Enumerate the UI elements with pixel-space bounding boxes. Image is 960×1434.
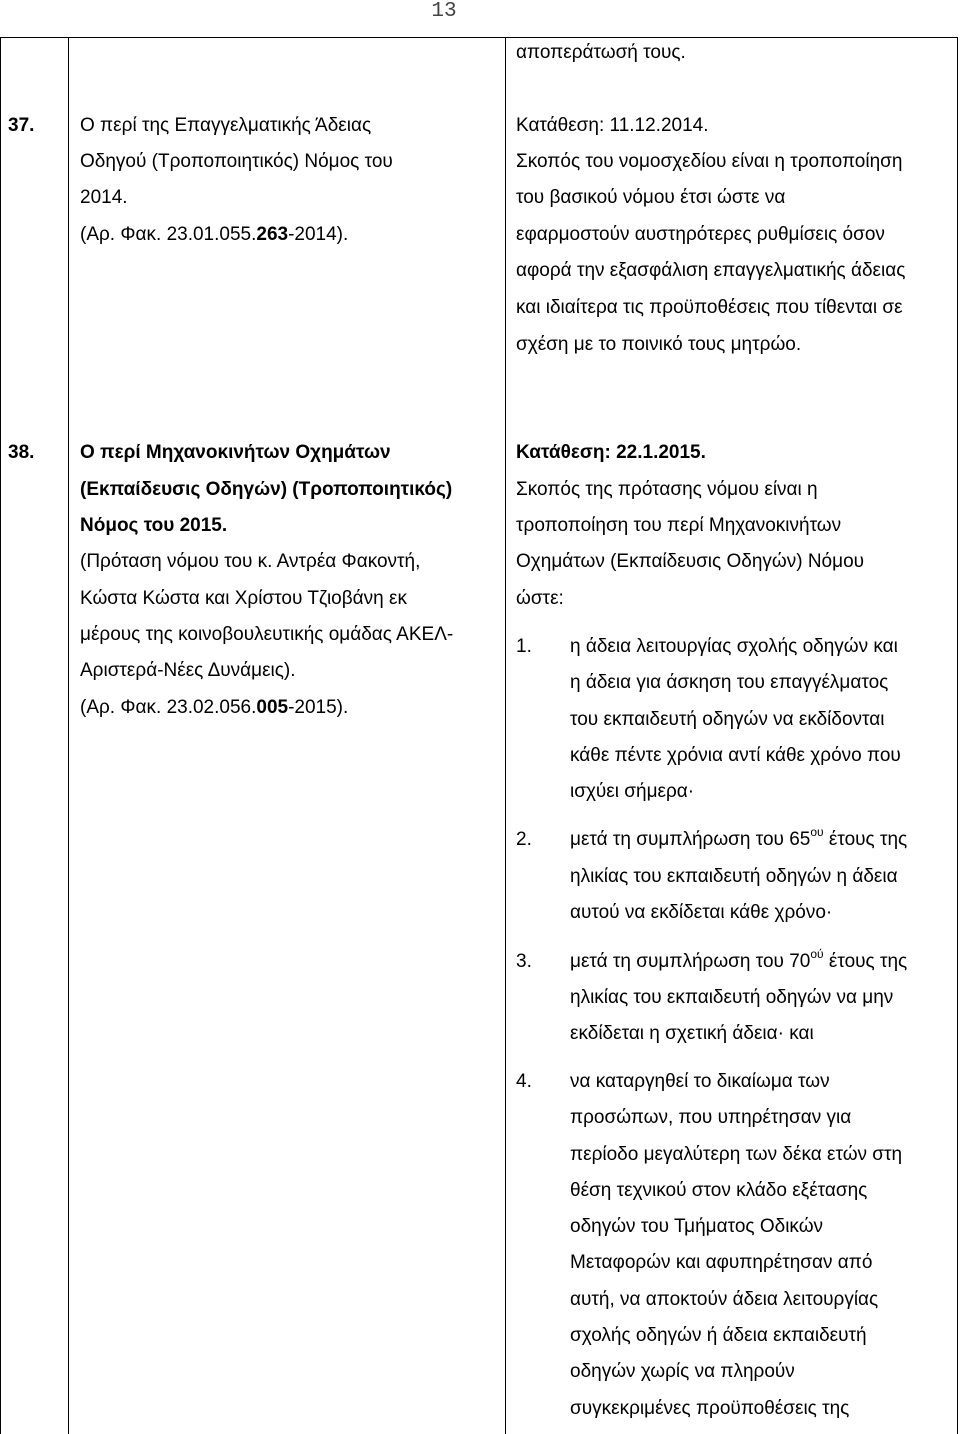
list-item-line: αυτού να εκδίδεται κάθε χρόνο· — [570, 902, 833, 923]
list-item-line — [570, 824, 908, 852]
file-ref-prefix: (Αρ. Φακ. 23.02.056. — [80, 697, 257, 718]
item-title-line: Οδηγού (Τροποποιητικός) Νόμος του — [80, 151, 393, 172]
purpose-line: του βασικού νόμου έτσι ώστε να — [516, 187, 786, 208]
table-border-col2 — [505, 37, 506, 1434]
list-item-line: η άδεια λειτουργίας σχολής οδηγών και — [570, 636, 898, 657]
list-item-line: η άδεια για άσκηση του επαγγέλματος — [570, 672, 889, 693]
list-item-number: 1. — [516, 636, 532, 657]
list-item-line: ηλικίας του εκπαιδευτή οδηγών η άδεια — [570, 866, 898, 887]
list-item-line: αυτή, να αποκτούν άδεια λειτουργίας — [570, 1289, 879, 1310]
list-item-line: εκδίδεται η σχετική άδεια· και — [570, 1023, 814, 1044]
purpose-line: Σκοπός της πρότασης νόμου είναι η — [516, 479, 818, 500]
list-item-line: ηλικίας του εκπαιδευτή οδηγών να μην — [570, 987, 894, 1008]
page-number: 13 — [431, 0, 457, 23]
carryover-text: αποπεράτωσή τους. — [516, 42, 686, 63]
file-ref-suffix: -2015). — [288, 697, 349, 718]
list-item-line: του εκπαιδευτή οδηγών να εκδίδονται — [570, 709, 885, 730]
item-desc-line: (Πρόταση νόμου του κ. Αντρέα Φακοντή, — [80, 551, 421, 572]
list-item-line: κάθε πέντε χρόνια αντί κάθε χρόνο που — [570, 745, 901, 766]
list-item-text: μετά τη συμπλήρωση του 70 — [570, 951, 811, 972]
file-ref-suffix: -2014). — [288, 224, 349, 245]
item-desc-line: Κώστα Κώστα και Χρίστου Τζιοβάνη εκ — [80, 588, 407, 609]
deposit-date: Κατάθεση: 22.1.2015. — [516, 442, 706, 463]
table-border-col1 — [68, 37, 69, 1434]
list-item-line: οδηγών του Τμήματος Οδικών — [570, 1216, 824, 1237]
item-desc-line: Αριστερά-Νέες Δυνάμεις). — [80, 660, 296, 681]
list-item-line: σχολής οδηγών ή άδεια εκπαιδευτή — [570, 1325, 867, 1346]
deposit-date: Κατάθεση: 11.12.2014. — [516, 115, 709, 136]
ordinal-suffix: ου — [810, 824, 824, 839]
item-desc-line: μέρους της κοινοβουλευτικής ομάδας ΑΚΕΛ- — [80, 624, 454, 645]
item-number: 37. — [8, 115, 35, 136]
list-item-line: θέση τεχνικού στον κλάδο εξέτασης — [570, 1180, 868, 1201]
list-item-line: ισχύει σήμερα· — [570, 781, 695, 802]
file-ref-prefix: (Αρ. Φακ. 23.01.055. — [80, 224, 257, 245]
purpose-line: Οχημάτων (Εκπαίδευσις Οδηγών) Νόμου — [516, 551, 865, 572]
purpose-line: σχέση με το ποινικό τους μητρώο. — [516, 334, 802, 355]
list-item-line — [570, 946, 908, 974]
item-number: 38. — [8, 442, 35, 463]
list-item-text: έτους της — [823, 829, 908, 850]
file-ref-number: 005 — [256, 697, 289, 718]
purpose-line: εφαρμοστούν αυστηρότερες ρυθμίσεις όσον — [516, 224, 885, 245]
item-title-line: 2014. — [80, 187, 128, 208]
list-item-number: 3. — [516, 951, 532, 972]
purpose-line: και ιδιαίτερα τις προϋποθέσεις που τίθενται σε — [516, 297, 903, 318]
list-item-text: μετά τη συμπλήρωση του 65 — [570, 829, 811, 850]
file-ref-number: 263 — [256, 224, 289, 245]
item-title-line: Ο περί της Επαγγελματικής Άδειας — [80, 115, 372, 136]
item-title-line: Νόμος του 2015. — [80, 515, 228, 536]
item-title-line: Ο περί Μηχανοκινήτων Οχημάτων — [80, 442, 391, 463]
list-item-line: προσώπων, που υπηρέτησαν για — [570, 1107, 852, 1128]
list-item-line: συγκεκριμένες προϋποθέσεις της — [570, 1398, 850, 1419]
list-item-number: 2. — [516, 829, 532, 850]
list-item-line: Μεταφορών και αφυπηρέτησαν από — [570, 1252, 873, 1273]
list-item-line: περίοδο μεγαλύτερη των δέκα ετών στη — [570, 1144, 903, 1165]
ordinal-suffix: ού — [810, 946, 824, 961]
purpose-line: Σκοπός του νομοσχεδίου είναι η τροποποίηση — [516, 151, 903, 172]
purpose-line: ώστε: — [516, 588, 564, 609]
purpose-line: αφορά την εξασφάλιση επαγγελματικής άδειας — [516, 260, 906, 281]
list-item-text: έτους της — [823, 951, 908, 972]
table-border-top — [0, 37, 958, 38]
list-item-line: οδηγών χωρίς να πληρούν — [570, 1361, 795, 1382]
item-title-line: (Εκπαίδευσις Οδηγών) (Τροποποιητικός) — [80, 479, 453, 500]
file-reference — [80, 696, 348, 720]
list-item-number: 4. — [516, 1071, 532, 1092]
purpose-line: τροποποίηση του περί Μηχανοκινήτων — [516, 515, 842, 536]
table-border-left — [0, 37, 1, 1434]
file-reference — [80, 223, 348, 247]
list-item-line: να καταργηθεί το δικαίωμα των — [570, 1071, 830, 1092]
table-border-right — [957, 37, 958, 1434]
